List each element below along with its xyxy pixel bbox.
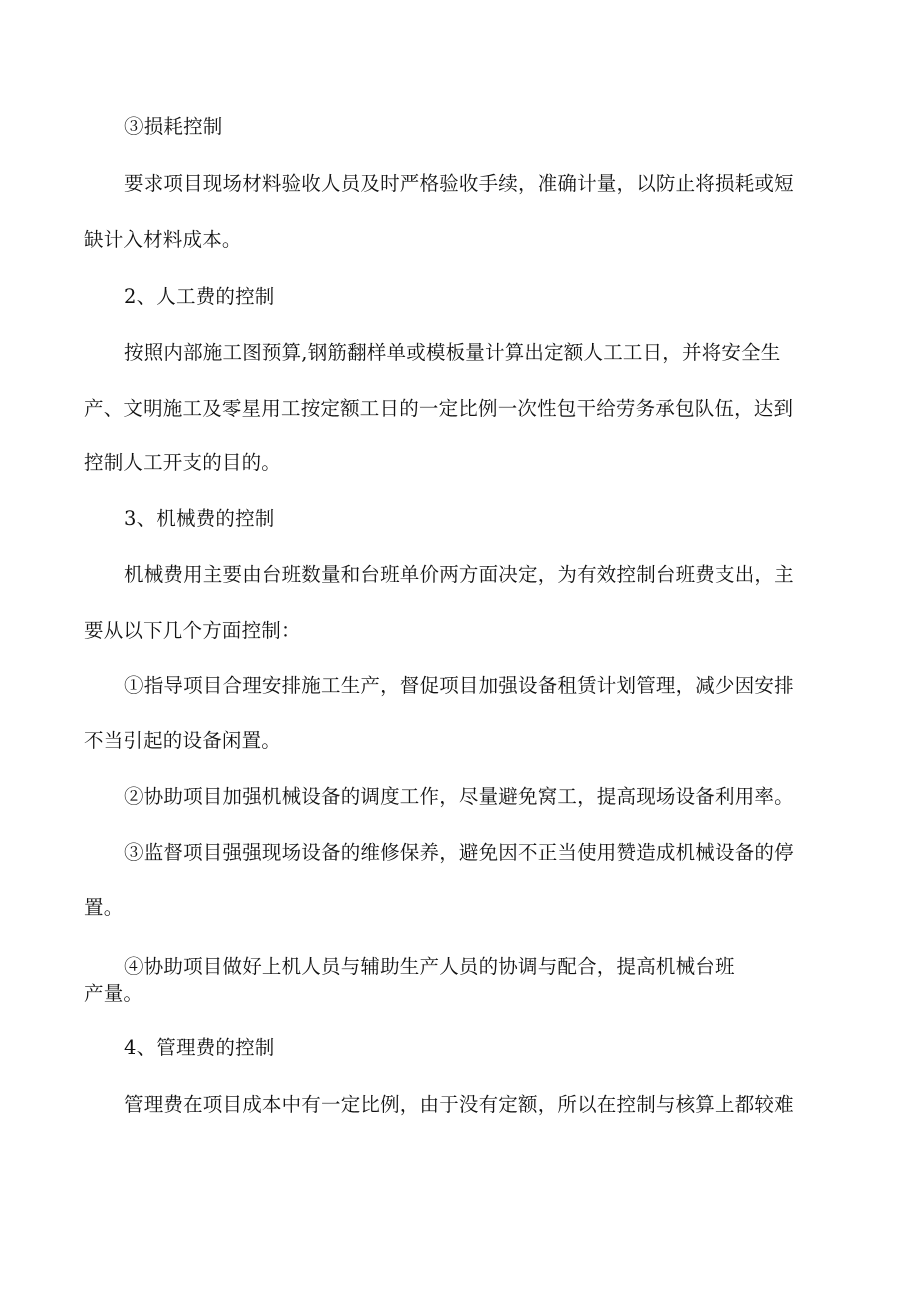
paragraph-line: 缺计入材料成本。 bbox=[84, 228, 242, 251]
heading-labor-cost: 2、人工费的控制 bbox=[124, 285, 275, 308]
paragraph-line: 产、文明施工及零星用工按定额工日的一定比例一次性包干给劳务承包队伍，达到 bbox=[84, 397, 794, 420]
paragraph-line: 产量。 bbox=[84, 982, 144, 1005]
paragraph-line: 按照内部施工图预算,钢筋翻样单或模板量计算出定额人工工日，并将安全生 bbox=[124, 341, 781, 364]
paragraph-line: 控制人工开支的目的。 bbox=[84, 451, 282, 474]
list-item-3: ③监督项目强强现场设备的维修保养，避免因不正当使用赞造成机械设备的停 bbox=[124, 841, 794, 864]
subheading-loss-control: ③损耗控制 bbox=[124, 115, 223, 138]
list-item-2: ②协助项目加强机械设备的调度工作，尽量避免窝工，提高现场设备利用率。 bbox=[124, 785, 794, 808]
heading-machinery-cost: 3、机械费的控制 bbox=[124, 507, 275, 530]
paragraph-line: 要从以下几个方面控制： bbox=[84, 619, 301, 642]
paragraph-line: 管理费在项目成本中有一定比例，由于没有定额，所以在控制与核算上都较难 bbox=[124, 1093, 794, 1116]
list-item-4: ④协助项目做好上机人员与辅助生产人员的协调与配合，提高机械台班 bbox=[124, 955, 735, 978]
paragraph-line: 置。 bbox=[84, 896, 124, 919]
paragraph-line: 机械费用主要由台班数量和台班单价两方面决定，为有效控制台班费支出，主 bbox=[124, 563, 794, 586]
list-item-1: ①指导项目合理安排施工生产，督促项目加强设备租赁计划管理，减少因安排 bbox=[124, 674, 794, 697]
heading-management-cost: 4、管理费的控制 bbox=[124, 1036, 275, 1059]
paragraph-line: 要求项目现场材料验收人员及时严格验收手续，准确计量，以防止将损耗或短 bbox=[124, 172, 794, 195]
paragraph-line: 不当引起的设备闲置。 bbox=[84, 729, 282, 752]
